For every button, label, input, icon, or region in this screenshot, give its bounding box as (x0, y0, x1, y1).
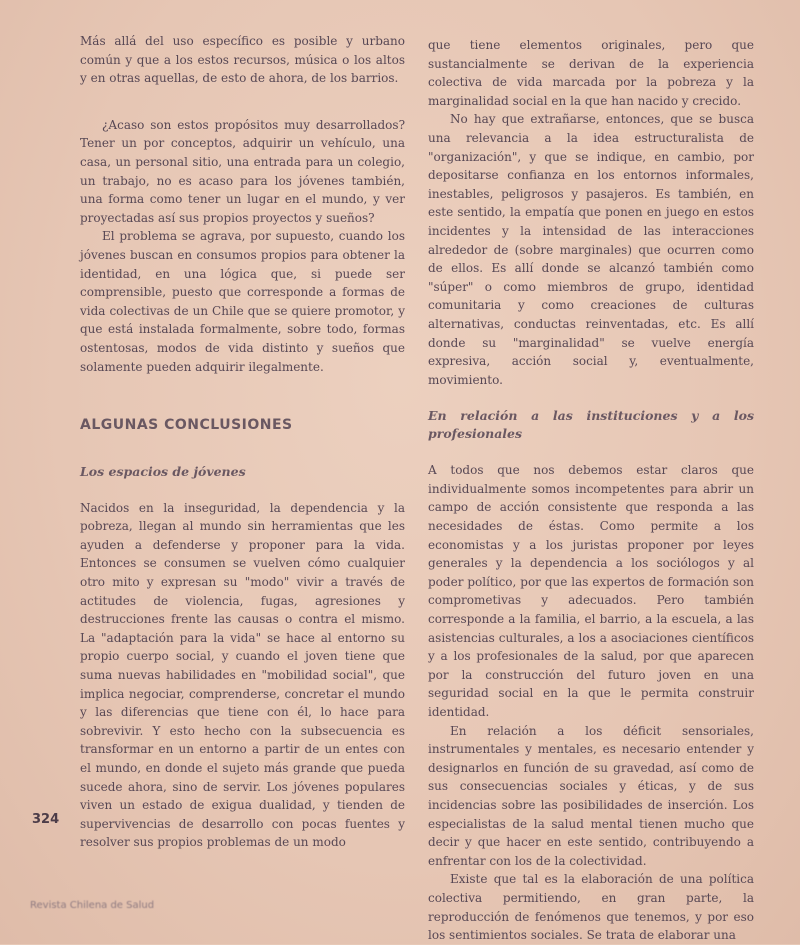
paragraph: El problema se agrava, por supuesto, cuando los jóvenes buscan en consumos propios para obtener la identidad, en una lógica que, si puede ser comprensible, puesto que corresponde a formas de vida colectivas de un Chile que se quiere promotor, y que está instalada formalmente, sobre todo, formas ostentosas, modos de vida distinto y sueños que solamente pueden adquirir ilegalmente. (80, 229, 405, 374)
section-subheading: En relación a las instituciones y a los profesionales (428, 408, 754, 442)
right-column (428, 36, 754, 945)
section-heading: ALGUNAS CONCLUSIONES (80, 417, 293, 434)
section-subheading: Los espacios de jóvenes (80, 463, 246, 479)
paragraph: Nacidos en la inseguridad, la dependencia y la pobreza, llegan al mundo sin herramientas que les ayuden a defenderse y proponer para la vida. Entonces se consumen se vuelven cómo cualquier otro mito y expresan su "modo" vivir a través de actitudes de violencia, fugas, agresiones y destrucciones frente las causas o contra el mismo. La "adaptación para la vida" se hace al entorno su propio cuerpo social, y cuando el joven tiene que suma nuevas habilidades en "mobilidad social", que implica negociar, comprenderse, concretar el mundo y las diferencias que tiene con él, lo hace para sobrevivir. Y esto hecho con la subsecuencia es transformar en un entorno a partir de un entes con el mundo, en donde el sujeto más grande que pueda sucede ahora, sino de servir. Los jóvenes populares viven un estado de exigua dualidad, y tienden de supervivencias de desarrollo con pocas fuentes y resolver sus propios problemas de un modo (80, 500, 405, 850)
footer-journal-name: Revista Chilena de Salud (30, 900, 155, 911)
left-column (80, 32, 405, 852)
paragraph: No hay que extrañarse, entonces, que se busca una relevancia a la idea estructuralista de "organización", y que se indique, en cambio, por depositarse confianza en los entornos informales, inestables, peligrosos y pasajeros. Es también, en este sentido, la empatía que ponen en juego en estos incidentes y la intensidad de las interacciones alrededor de (sobre marginales) que ocurren como de ellos. Es allí donde se alcanzó también como "súper" o como miembros de grupo, identidad comunitaria y como creaciones de culturas alternativas, conductas reinventadas, etc. Es allí donde su "marginalidad" se vuelve energía expresiva, acción social y, eventualmente, movimiento. (428, 112, 754, 387)
page-number: 324 (32, 812, 60, 827)
paragraph: ¿Acaso son estos propósitos muy desarrollados? Tener un por conceptos, adquirir un vehículo, una casa, un personal sitio, una entrada para un colegio, un trabajo, no es acaso para los jóvenes también, una forma como tener un lugar en el mundo, y ver proyectadas así sus propios proyectos y sueños? (80, 117, 405, 225)
paragraph: A todos que nos debemos estar claros que individualmente somos incompetentes para abrir un campo de acción consistente que responda a las necesidades de éstas. Como permite a los economistas y a los juristas proponer por leyes generales y la dependencia a los sociólogos y al poder político, por que las expertos de formación son comprometivas y adecuados. Pero también corresponde a la familia, el barrio, a la escuela, a las asistencias culturales, a los a asociaciones científicos y a los profesionales de la salud, por que aparecen por la construcción del futuro joven en una seguridad social en la que le permita construir identidad. (428, 463, 754, 719)
paragraph: En relación a los déficit sensoriales, instrumentales y mentales, es necesario entender y designarlos en función de su gravedad, así como de sus consecuencias sociales y éticas, y de sus incidencias sobre las posibilidades de inserción. Los especialistas de la salud mental tienen mucho que decir y que hacer en este sentido, contribuyendo a enfrentar con los de la colectividad. (428, 723, 754, 868)
paragraph: Existe que tal es la elaboración de una política colectiva permitiendo, en gran parte, la reproducción de fenómenos que tenemos, y por eso los sentimientos sociales. Se trata de elaborar una (428, 872, 754, 943)
paragraph: Más allá del uso específico es posible y urbano común y que a los estos recursos, música o los altos y en otras aquellas, de esto de ahora, de los barrios. (80, 34, 405, 86)
paragraph: que tiene elementos originales, pero que sustancialmente se derivan de la experiencia colectiva de vida marcada por la pobreza y la marginalidad social en la que han nacido y crecido. (428, 38, 754, 108)
